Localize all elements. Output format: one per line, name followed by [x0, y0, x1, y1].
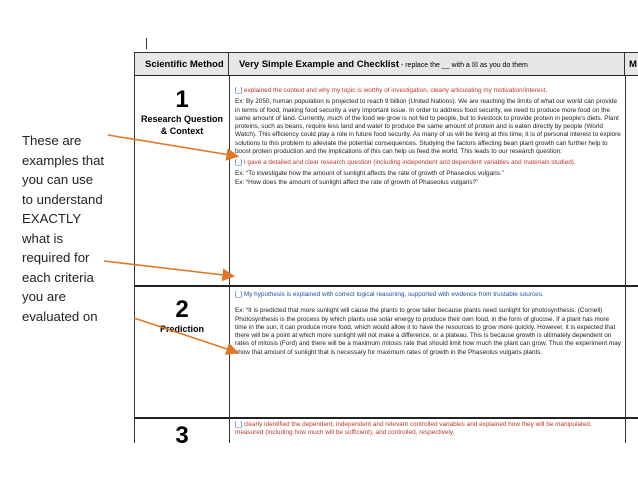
header-note: - replace the __ with a ☒ as you do them — [399, 62, 528, 69]
header-third-column: M — [625, 53, 638, 76]
note-line: evaluated on — [22, 308, 98, 324]
example-text: Ex: “How does the amount of sunlight affect the rate of growth of Phaseolus vulgaris?” — [235, 178, 479, 186]
row-number: 3 — [175, 422, 189, 449]
arrow-to-row-2 — [134, 318, 236, 352]
row-title: Prediction — [159, 324, 204, 334]
example-text: Ex: “It is predicted that more sunlight will cause the plants to grow taller because plants need sunlight for photosynthesis. (Cornell) Photosynthesis is the process by which plants use solar energy to produce their own food, in the form of glucose. If a plant has more time in the sun, it can produce more food, which would allow it to have the resources to grow more quickly. However, it is expected that there will be a point at which more sunlight will not make a difference, or a plateau. This is because growth is ultimately dependent on rates of mitosis (Ford) and there will be a maximum mitosis rate that should limit how much the plant can grow. Thus the experiment may show that amount of sunlight that is necessary for maximum rates of growth in the Phaseolus vulgaris plants. — [235, 307, 621, 356]
note-line: EXACTLY — [22, 211, 82, 226]
header-scientific-method: Scientific Method — [135, 53, 229, 76]
arrow-to-row-1 — [108, 135, 236, 156]
checkbox[interactable]: [_] — [235, 291, 243, 298]
note-line: examples that — [22, 152, 105, 168]
row-number: 1 — [175, 86, 189, 113]
criterion-text: clearly identified the dependent, independent and relevant controlled variables and explained how they will be manipulated, measured (including how much will be sufficient), and controlled, respectively. — [235, 421, 592, 437]
note-line: each criteria — [22, 269, 94, 285]
example-text: Ex: “To investigate how the amount of sunlight affects the rate of growth of Phaseolus vulgaris.” — [235, 170, 504, 178]
note-line: you can use — [22, 172, 94, 187]
example-text: Ex: By 2050, human population is projected to reach 9 billion (United Nations). We are reaching the limits of what our world can provide in terms of food, making food security a very important issue. In order to address food security, we need to produce more food on the same amount of land. Currently, much of the food we grow is not fed to people, but to livestock to provide protein in people’s diets. Plant proteins, such as beans, require less land and water to produce the same amount of protein and is eaten directly by people (World Watch). This efficiency could play a role in future food security. As many of us will be living at this time, it is of personal interest to explore solutions to this problem to alleviate the potential consequences. Studying the factors affecting bean plant growth can further help to boost protein production and the implications of this can help us feed the world. This leads to our research question: — [235, 98, 621, 155]
checkbox[interactable]: [_] — [235, 159, 243, 166]
checkbox[interactable]: [_] — [235, 421, 243, 428]
row-number: 2 — [175, 296, 189, 323]
note-line: required for — [22, 250, 90, 265]
row-title: & Context — [160, 126, 204, 136]
row-title: Research Question — [140, 114, 224, 124]
criterion-text: I gave a detailed and clear research question (including independent and dependent variables and materials studied). — [242, 159, 576, 166]
criterion-text: explained the context and why my topic is worthy of investigation, clearly articulating my motivation/interest. — [242, 87, 548, 94]
arrow-to-row-1-question — [104, 261, 232, 276]
note-line: These are — [22, 133, 82, 148]
checkbox[interactable]: [_] — [235, 87, 243, 94]
note-line: what is — [22, 230, 64, 246]
note-line: to understand — [22, 191, 103, 207]
criterion-text: My hypothesis is explained with correct logical reasoning, supported with evidence from trustable sources. — [242, 291, 544, 298]
header-title: Very Simple Example and Checklist — [239, 59, 399, 70]
note-line: you are — [22, 289, 66, 304]
